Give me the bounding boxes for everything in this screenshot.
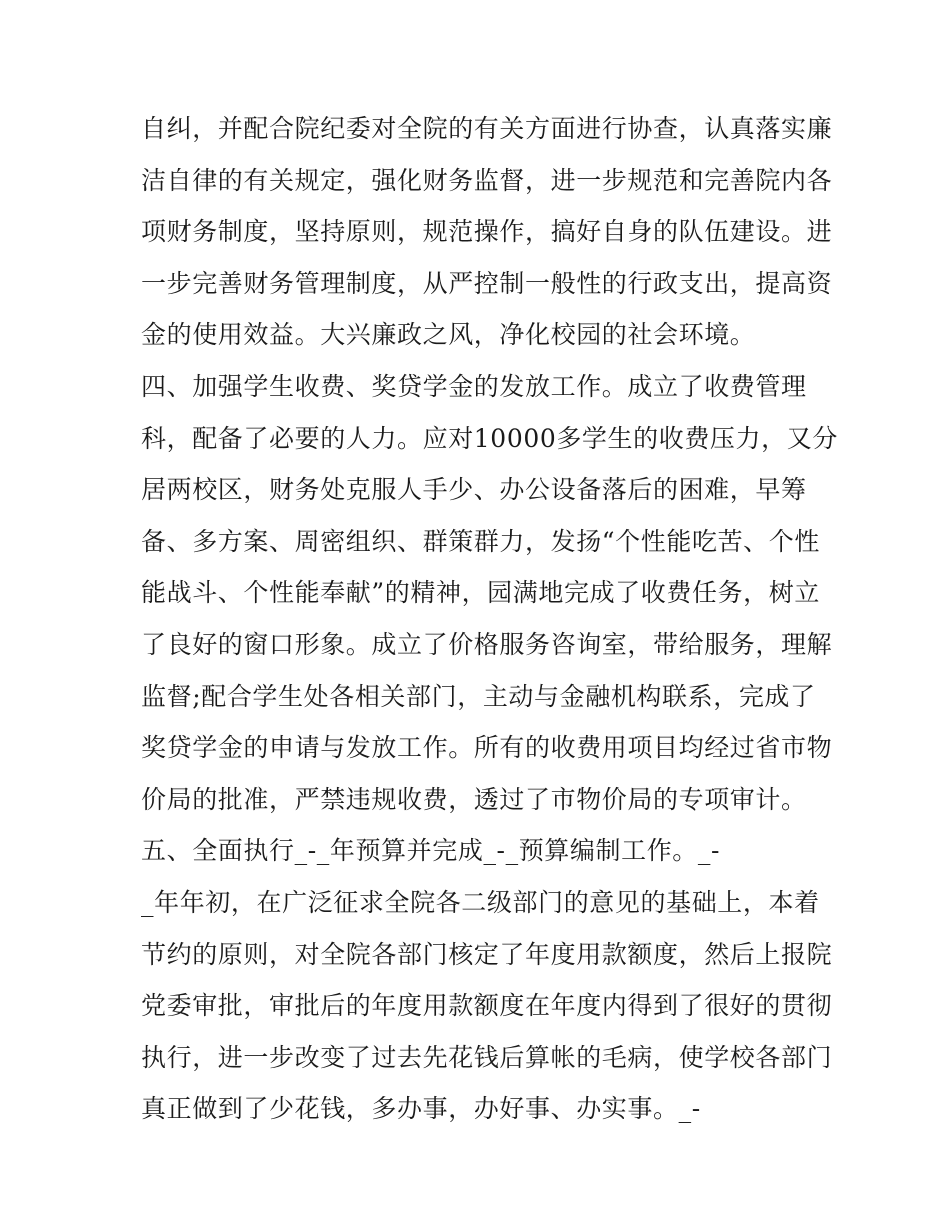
text-line: 科，配备了必要的人力。应对10000多学生的收费压力，又分 (141, 423, 838, 453)
text-line: 居两校区，财务处克服人手少、办公设备落后的困难，早筹 (141, 475, 807, 505)
text-line: 价局的批准，严禁违规收费，透过了市物价局的专项审计。 (141, 784, 807, 814)
text-line: 自纠，并配合院纪委对全院的有关方面进行协查，认真落实廉 (141, 114, 833, 143)
text-line: 一步完善财务管理制度，从严控制一般性的行政支出，提高资 (141, 268, 833, 298)
text-line: 洁自律的有关规定，强化财务监督，进一步规范和完善院内各 (141, 165, 833, 195)
text-line: 节约的原则，对全院各部门核定了年度用款额度，然后上报院 (141, 939, 833, 969)
text-line: 监督;配合学生处各相关部门，主动与金融机构联系，完成了 (141, 681, 816, 711)
text-line: 了良好的窗口形象。成立了价格服务咨询室，带给服务，理解 (141, 629, 833, 659)
text-line: 奖贷学金的申请与发放工作。所有的收费用项目均经过省市物 (141, 733, 833, 763)
text-line: _年年初，在广泛征求全院各二级部门的意见的基础上，本着 (141, 887, 820, 917)
body-text (141, 109, 838, 1141)
text-line: 备、多方案、周密组织、群策群力，发扬“个性能吃苦、个性 (141, 526, 820, 556)
text-line: 党委审批，审批后的年度用款额度在年度内得到了很好的贯彻 (141, 991, 833, 1021)
section-four-heading-line: 四、加强学生收费、奖贷学金的发放工作。成立了收费管理 (141, 371, 807, 401)
text-line: 能战斗、个性能奉献”的精神，园满地完成了收费任务，树立 (141, 578, 820, 608)
text-line: 执行，进一步改变了过去先花钱后算帐的毛病，使学校各部门 (141, 1042, 833, 1072)
text-line: 项财务制度，坚持原则，规范操作，搞好自身的队伍建设。进 (141, 217, 833, 247)
text-line: 金的使用效益。大兴廉政之风，净化校园的社会环境。 (141, 320, 756, 350)
section-five-heading-line: 五、全面执行_-_年预算并完成_-_预算编制工作。_- (141, 836, 721, 866)
text-line: 真正做到了少花钱，多办事，办好事、办实事。_- (141, 1094, 701, 1124)
